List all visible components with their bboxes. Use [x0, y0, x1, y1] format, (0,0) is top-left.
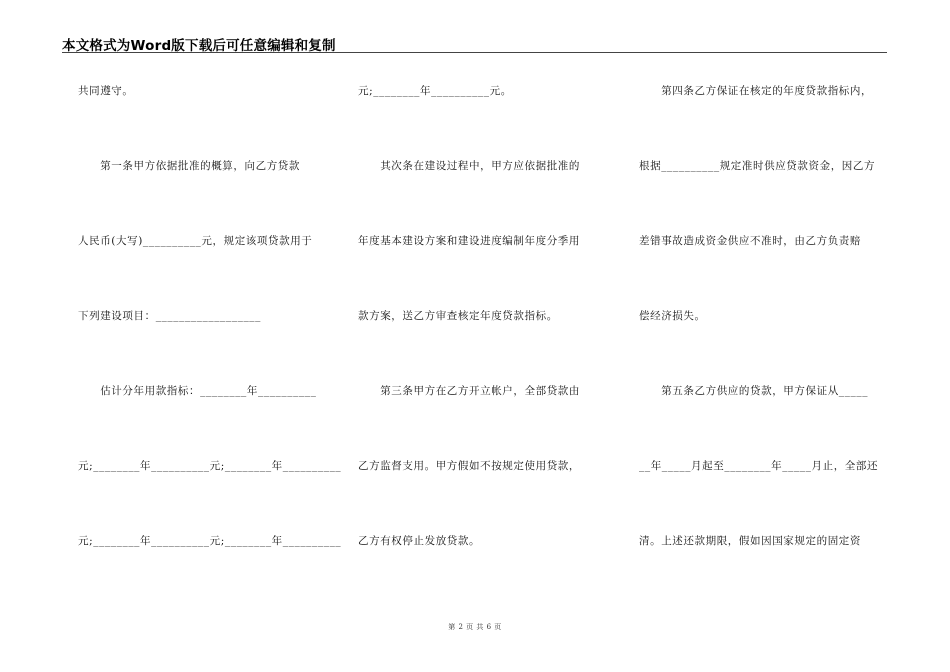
- text-line: 下列建设项目：__________________: [78, 310, 261, 322]
- text-line: 估计分年用款指标：________年__________: [78, 385, 317, 397]
- text-column-3: [639, 84, 889, 609]
- text-line: 乙方有权停止发放贷款。: [358, 535, 481, 547]
- text-line: 款方案，送乙方审查核定年度贷款指标。: [358, 310, 558, 322]
- text-line: 第一条甲方依据批准的概算，向乙方贷款: [78, 160, 300, 172]
- text-line: 差错事故造成资金供应不准时，由乙方负责赔: [639, 235, 861, 247]
- text-line: 元;________年__________元;________年__________: [78, 535, 342, 547]
- text-line: 第五条乙方供应的贷款，甲方保证从_____: [639, 385, 869, 397]
- text-line: 共同遵守。: [78, 85, 134, 97]
- text-line: 人民币(大写)__________元，规定该项贷款用于: [78, 235, 313, 247]
- text-line: 根据__________规定准时供应贷款资金，因乙方: [639, 160, 876, 172]
- text-line: 元;________年__________元;________年__________: [78, 460, 342, 472]
- text-line: 乙方监督支用。甲方假如不按规定使用贷款，: [358, 460, 580, 472]
- page-number: 第 2 页 共 6 页: [448, 623, 502, 631]
- text-line: __年_____月起至________年_____月止，全部还: [639, 460, 879, 472]
- text-line: 第四条乙方保证在核定的年度贷款指标内，: [639, 85, 873, 97]
- text-line: 其次条在建设过程中，甲方应依据批准的: [358, 160, 580, 172]
- text-line: 偿经济损失。: [639, 310, 706, 322]
- header-divider: [62, 52, 887, 53]
- text-line: 清。上述还款期限，假如因国家规定的固定资: [639, 535, 861, 547]
- text-column-1: [78, 84, 342, 609]
- text-line: 第三条甲方在乙方开立帐户，全部贷款由: [358, 385, 580, 397]
- text-column-2: [358, 84, 608, 609]
- text-line: 元;________年__________元。: [358, 85, 512, 97]
- document-header-title: 本文格式为Word版下载后可任意编辑和复制: [62, 38, 336, 54]
- text-line: 年度基本建设方案和建设进度编制年度分季用: [358, 235, 580, 247]
